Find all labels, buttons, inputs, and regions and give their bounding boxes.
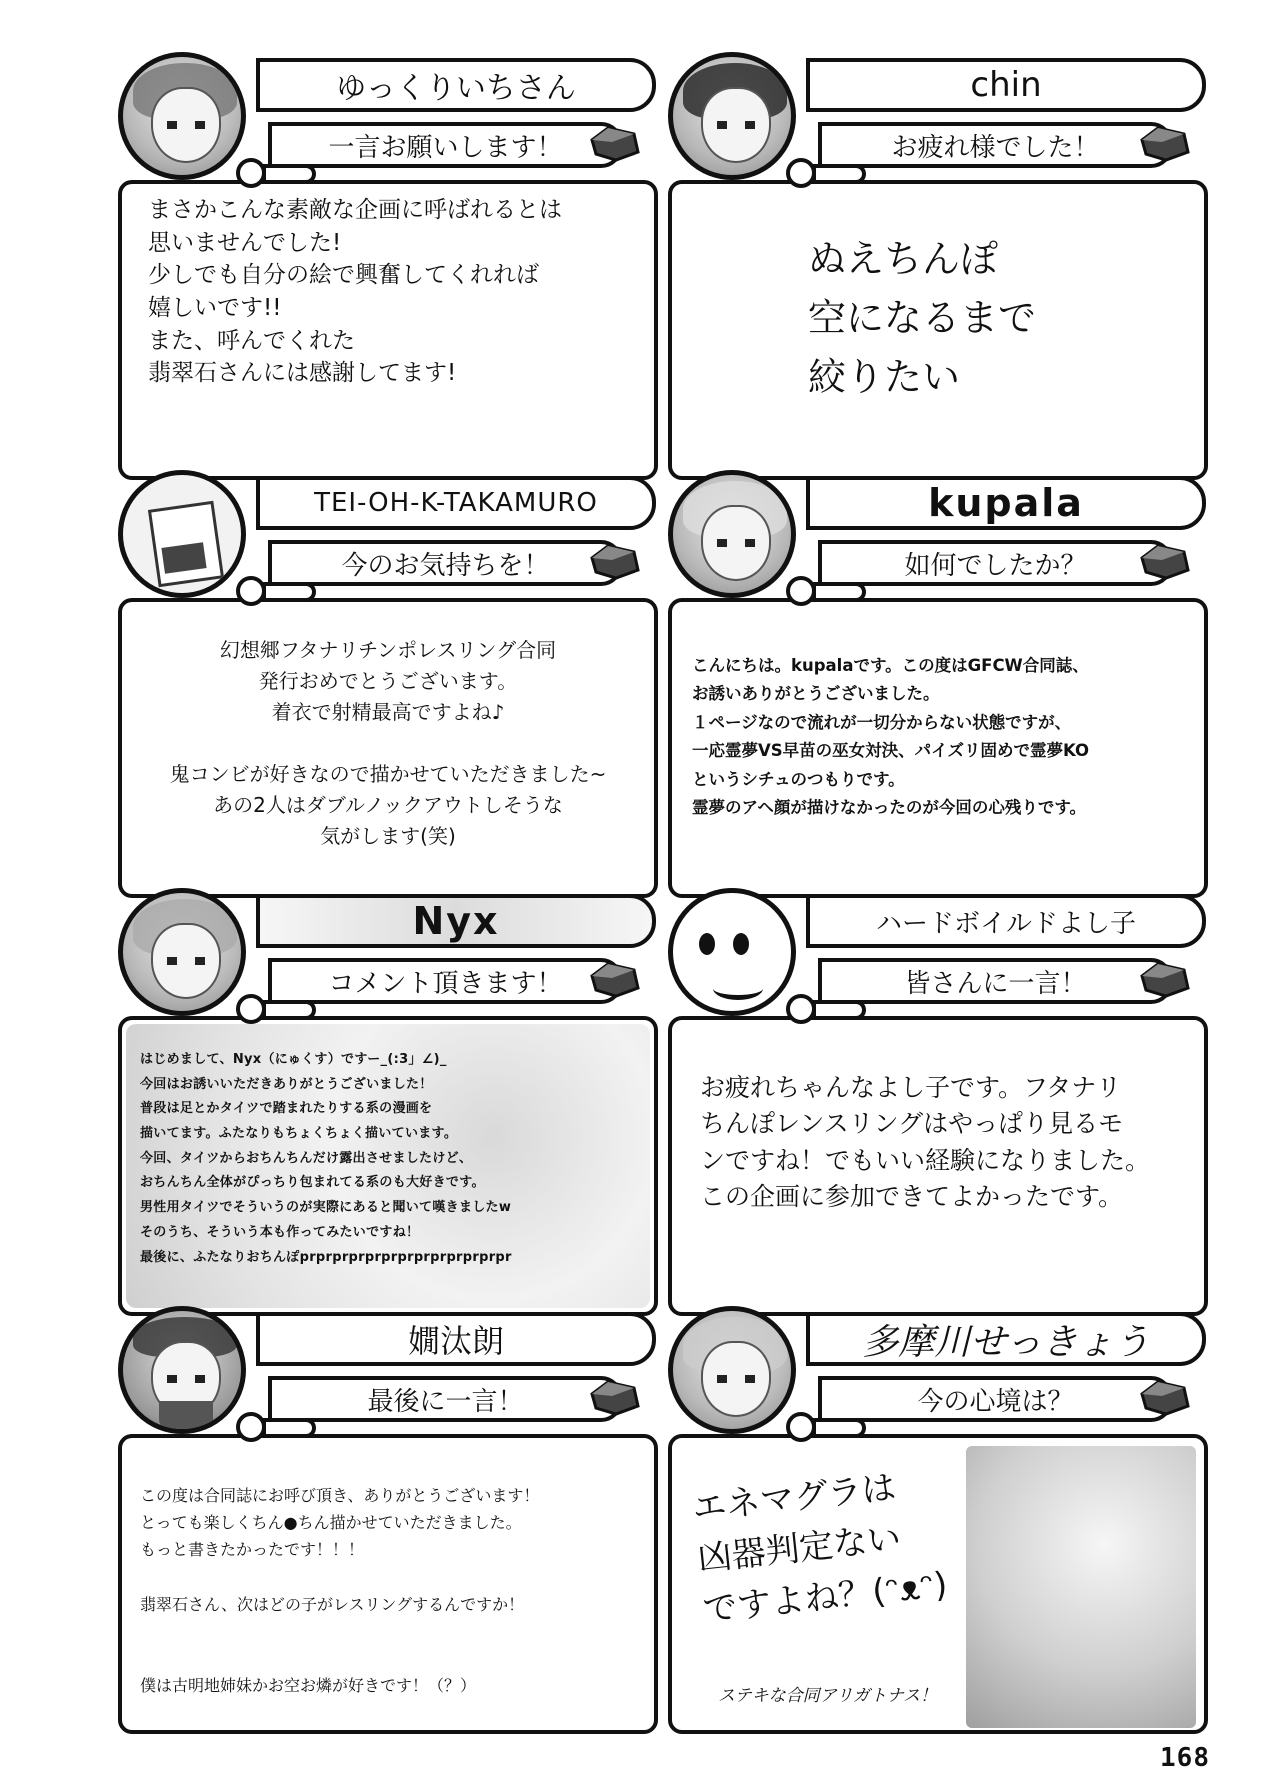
- rock-icon: [588, 960, 642, 1000]
- comment-card-8: [668, 1306, 1208, 1736]
- author-avatar: [118, 888, 246, 1016]
- rock-icon: [1138, 1378, 1192, 1418]
- microphone-icon: [236, 1408, 316, 1444]
- prompt-label: 最後に一言！: [268, 1376, 623, 1422]
- comment-card-3: [118, 470, 658, 900]
- author-name: chin: [806, 58, 1206, 112]
- comment-text: はじめまして、Nyx（にゅくす）ですー_(:3」∠)_ 今回はお誘いいただきありがとうございました！ 普段は足とかタイツで踏まれたりする系の漫画を 描いてます。ふたなりもちょくちょく描いています。 今回、タイツからおちんちんだけ露出させましたけど、 おちんちん全体がぴっちり包まれてる系のも大好きです。 男性用タイツでそういうのが実際にあると聞いて嘆きましたw そのうち、そういう本も作ってみたいですね！ 最後に、ふたなりおちんぽprprprprprprprprprprprprpr: [140, 1052, 512, 1265]
- comment-card-4: [668, 470, 1208, 900]
- prompt-label: コメント頂きます！: [268, 958, 623, 1004]
- author-name: 多摩川せっきょう: [806, 1312, 1206, 1366]
- author-name: TEI-OH-K-TAKAMURO: [256, 476, 656, 530]
- rock-icon: [1138, 960, 1192, 1000]
- prompt-label: 今のお気持ちを！: [268, 540, 623, 586]
- microphone-icon: [786, 990, 866, 1026]
- comment-text: こんにちは。kupalaです。この度はGFCW合同誌、 お誘いありがとうございました。 １ページなので流れが一切分からない状態ですが、 一応霊夢VS早苗の巫女対決、パイズリ固めで霊夢KO というシチュのつもりです。 霊夢のアヘ顔が描けなかったのが今回の心残りです。: [692, 656, 1090, 817]
- author-name: ゆっくりいちさん: [256, 58, 656, 112]
- microphone-icon: [236, 572, 316, 608]
- comment-text: お疲れちゃんなよし子です。フタナリ ちんぽレンスリングはやっぱり見るモ ンですね！でもいい経験になりました。 この企画に参加できてよかったです。: [700, 1073, 1151, 1211]
- comment-card-1: [118, 52, 658, 482]
- author-avatar: [668, 888, 796, 1016]
- prompt-label: 皆さんに一言！: [818, 958, 1173, 1004]
- page-number: 168: [1160, 1743, 1210, 1773]
- microphone-icon: [236, 990, 316, 1026]
- comment-card-5: [118, 888, 658, 1318]
- microphone-icon: [236, 154, 316, 190]
- author-avatar: [118, 52, 246, 180]
- author-avatar: [668, 1306, 796, 1434]
- prompt-label: 如何でしたか？: [818, 540, 1173, 586]
- comment-text: この度は合同誌にお呼び頂き、ありがとうございます！ とっても楽しくちん●ちん描かせていただきました。 もっと書きたかったです！！！ 翡翠石さん、次はどの子がレスリングするんですか！ 僕は古明地姉妹かお空お燐が好きです！（？）: [140, 1486, 540, 1696]
- prompt-label: 一言お願いします！: [268, 122, 623, 168]
- author-name: ハードボイルドよし子: [806, 894, 1206, 948]
- author-avatar: [118, 470, 246, 598]
- author-avatar: [668, 52, 796, 180]
- rock-icon: [1138, 124, 1192, 164]
- comment-text: エネマグラは 凶器判定ない ですよね？(ᵔᴥᵔ): [690, 1467, 950, 1631]
- microphone-icon: [786, 1408, 866, 1444]
- comment-text: 幻想郷フタナリチンポレスリング合同 発行おめでとうございます。 着衣で射精最高ですよね♪ 鬼コンビが好きなので描かせていただきました~ あの2人はダブルノックアウトしそうな 気がします(笑): [169, 638, 607, 848]
- rock-icon: [588, 542, 642, 582]
- microphone-icon: [786, 154, 866, 190]
- comment-footnote: ステキな合同アリガトナス！: [718, 1686, 938, 1706]
- author-name: 嫺汰朗: [256, 1312, 656, 1366]
- prompt-label: お疲れ様でした！: [818, 122, 1173, 168]
- author-name: Nyx: [256, 894, 656, 948]
- comment-card-6: [668, 888, 1208, 1318]
- rock-icon: [1138, 542, 1192, 582]
- character-illustration: [966, 1446, 1196, 1728]
- comment-text: ぬえちんぽ 空になるまで 絞りたい: [808, 237, 1037, 399]
- comment-text: まさかこんな素敵な企画に呼ばれるとは 思いませんでした! 少しでも自分の絵で興奮してくれれば 嬉しいです!! また、呼んでくれた 翡翠石さんには感謝してます!: [148, 197, 562, 387]
- comment-card-7: [118, 1306, 658, 1736]
- author-avatar: [118, 1306, 246, 1434]
- microphone-icon: [786, 572, 866, 608]
- author-avatar: [668, 470, 796, 598]
- author-name: kupala: [806, 476, 1206, 530]
- prompt-label: 今の心境は？: [818, 1376, 1173, 1422]
- rock-icon: [588, 1378, 642, 1418]
- comment-card-2: [668, 52, 1208, 482]
- rock-icon: [588, 124, 642, 164]
